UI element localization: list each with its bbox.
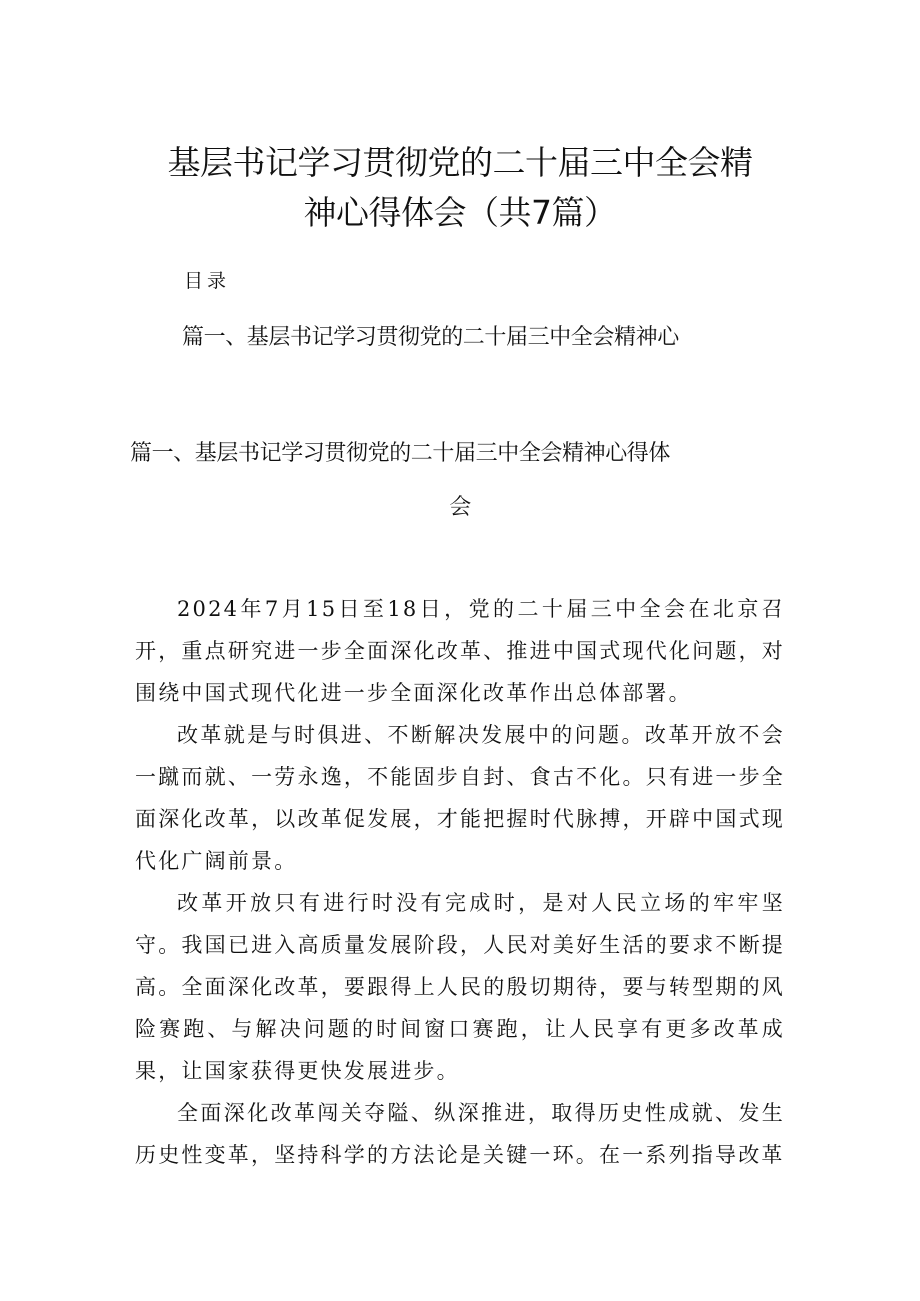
paragraph-1: 2024年7月15日至18日，党的二十届三中全会在北京召开，重点研究进一步全面深化改革、推进中国式现代化问题，对围绕中国式现代化进一步全面深化改革作出总体部署。 — [135, 597, 785, 705]
document-title — [120, 138, 800, 238]
toc-label: 目录 — [184, 270, 231, 292]
section-heading-line-1: 篇一、基层书记学习贯彻党的二十届三中全会精神心得体 — [130, 441, 671, 466]
document-title-line-1: 基层书记学习贯彻党的二十届三中全会精 — [167, 143, 753, 182]
paragraph-3: 改革开放只有进行时没有完成时，是对人民立场的牢牢坚守。我国已进入高质量发展阶段，人民对美好生活的要求不断提高。全面深化改革，要跟得上人民的殷切期待，要与转型期的风险赛跑、与解决问题的时间窗口赛跑，让人民享有更多改革成果，让国家获得更快发展进步。 — [135, 891, 785, 1083]
toc-item-1[interactable]: 篇一、基层书记学习贯彻党的二十届三中全会精神心 — [182, 325, 679, 350]
body-text — [135, 588, 785, 1176]
paragraph-2: 改革就是与时俱进、不断解决发展中的问题。改革开放不会一蹴而就、一劳永逸，不能固步自封、食古不化。只有进一步全面深化改革，以改革促发展，才能把握时代脉搏，开辟中国式现代化广阔前景。 — [135, 723, 785, 873]
document-title-line-2: 神心得体会（共7篇） — [303, 193, 617, 232]
section-heading-line-2: 会 — [449, 495, 471, 520]
paragraph-4: 全面深化改革闯关夺隘、纵深推进，取得历史性成就、发生历史性变革，坚持科学的方法论是关键一环。在一系列指导改革 — [135, 1101, 785, 1167]
section-heading — [130, 436, 790, 526]
